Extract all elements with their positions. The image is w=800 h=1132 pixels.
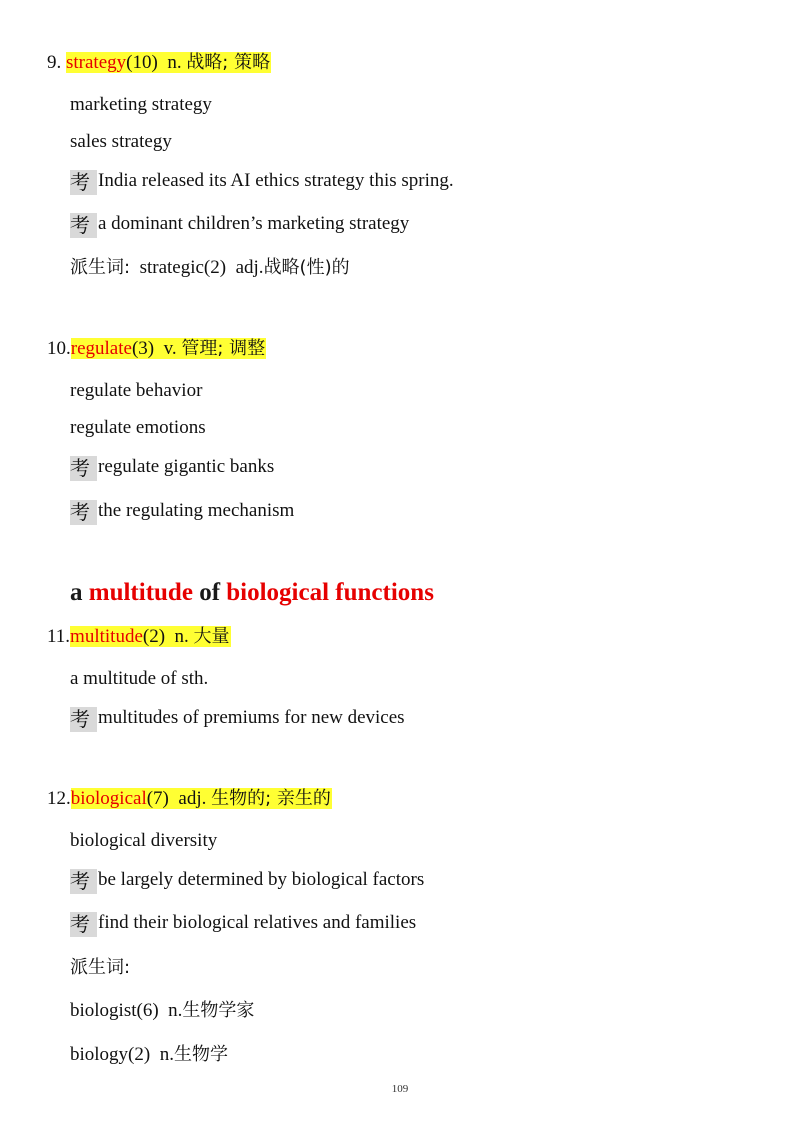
- entry-number: 11.: [47, 626, 71, 647]
- frequency: (10): [126, 52, 158, 73]
- entry-header: [47, 786, 332, 812]
- exam-marker: 考: [70, 170, 97, 195]
- phrase: regulate emotions: [70, 417, 206, 438]
- frequency: (2): [142, 626, 166, 647]
- part-of-speech: n.: [174, 626, 189, 647]
- derived-meaning: 生物学家: [182, 1000, 255, 1021]
- entry-header: [47, 336, 266, 362]
- entry-headword-highlight: [71, 788, 332, 809]
- entry-headword-highlight: [70, 626, 230, 647]
- exam-marker: 考: [70, 456, 97, 481]
- exam-text: regulate gigantic banks: [98, 456, 275, 477]
- heading-keyword: multitude: [88, 579, 193, 606]
- meaning: 管理; 调整: [181, 338, 266, 359]
- derived-line: [70, 255, 350, 281]
- meaning: 大量: [193, 626, 230, 647]
- exam-text: multitudes of premiums for new devices: [98, 707, 405, 728]
- headword: regulate: [70, 338, 132, 359]
- phrase: sales strategy: [70, 131, 172, 152]
- exam-marker: 考: [70, 213, 97, 238]
- entry-number: 9.: [47, 52, 62, 73]
- frequency: (7): [146, 788, 169, 809]
- entry-number: 10.: [47, 338, 71, 359]
- exam-marker: 考: [70, 912, 97, 937]
- exam-example: [70, 867, 424, 894]
- phrase: a multitude of sth.: [70, 668, 209, 689]
- exam-example: [70, 454, 274, 481]
- derived-pos: n.: [168, 1000, 183, 1021]
- derived-pos: n.: [159, 1044, 174, 1065]
- headword: biological: [70, 788, 147, 809]
- headword: strategy: [66, 52, 127, 73]
- exam-example: [70, 705, 405, 732]
- derived-label: [70, 955, 130, 981]
- exam-example: [70, 910, 416, 937]
- exam-marker: 考: [70, 500, 97, 525]
- meaning: 生物的; 亲生的: [211, 788, 331, 809]
- page-number: 109: [391, 1083, 409, 1095]
- part-of-speech: v.: [163, 338, 177, 359]
- derived-line: [70, 998, 254, 1024]
- phrase: biological diversity: [70, 830, 218, 851]
- exam-marker: 考: [70, 869, 97, 894]
- part-of-speech: n.: [167, 52, 182, 73]
- headword: multitude: [70, 626, 143, 647]
- derived-word: strategic(2): [139, 257, 227, 278]
- entry-headword-highlight: [66, 52, 271, 73]
- derived-meaning: 战略(性)的: [263, 257, 350, 278]
- phrase: regulate behavior: [70, 380, 203, 401]
- frequency: (3): [131, 338, 155, 359]
- entry-header: [47, 50, 271, 76]
- derived-word: biology(2): [70, 1044, 151, 1065]
- entry-headword-highlight: [71, 338, 266, 359]
- derived-line: [70, 1042, 228, 1068]
- entry-header: [47, 624, 231, 650]
- exam-marker: 考: [70, 707, 97, 732]
- section-heading: [70, 575, 434, 611]
- heading-part: of: [199, 579, 221, 606]
- exam-text: a dominant children’s marketing strategy: [98, 213, 410, 234]
- derived-meaning: 生物学: [173, 1044, 228, 1065]
- heading-keyword: biological functions: [226, 579, 434, 606]
- derived-label: 派生词:: [70, 257, 131, 278]
- part-of-speech: adj.: [178, 788, 207, 809]
- exam-example: [70, 498, 294, 525]
- derived-word: biologist(6): [70, 1000, 159, 1021]
- exam-text: be largely determined by biological factors: [98, 869, 425, 890]
- meaning: 战略; 策略: [186, 52, 271, 73]
- exam-text: find their biological relatives and families: [98, 912, 417, 933]
- exam-text: India released its AI ethics strategy this spring.: [98, 170, 454, 191]
- phrase: marketing strategy: [70, 94, 212, 115]
- exam-example: [70, 168, 454, 195]
- derived-pos: adj.: [235, 257, 264, 278]
- exam-text: the regulating mechanism: [98, 500, 295, 521]
- exam-example: [70, 211, 409, 238]
- entry-number: 12.: [47, 788, 71, 809]
- derived-label-text: 派生词:: [70, 957, 131, 978]
- heading-part: a: [70, 579, 83, 606]
